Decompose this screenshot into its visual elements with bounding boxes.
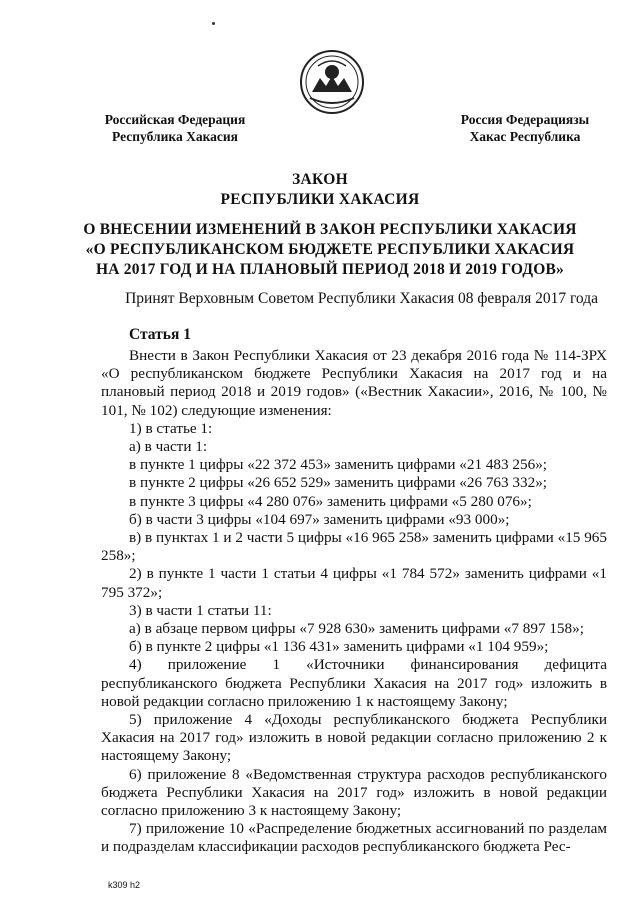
article-body: [101, 347, 607, 857]
paragraph: 2) в пункте 1 части 1 статьи 4 цифры «1 784 572» заменить цифрами «1 795 372»;: [101, 565, 607, 601]
paragraph: 7) приложение 10 «Распределение бюджетных ассигнований по разделам и подразделам классификации расходов республиканского бюджета Рес-: [101, 820, 607, 856]
paragraph: б) в пункте 2 цифры «1 136 431» заменить цифрами «1 104 959»;: [129, 638, 549, 656]
header-right-line1: Россия Федерациязы: [460, 112, 590, 127]
paragraph: 3) в части 1 статьи 11:: [129, 601, 272, 619]
paragraph: а) в абзаце первом цифры «7 928 630» заменить цифрами «7 897 158»;: [129, 620, 584, 638]
article-heading: Статья 1: [129, 326, 191, 343]
paragraph: 1) в статье 1:: [129, 419, 213, 437]
coat-of-arms-icon: [298, 48, 366, 116]
header-right: [460, 111, 590, 145]
footer-code: k309 h2: [108, 880, 141, 890]
paragraph: в пункте 2 цифры «26 652 529» заменить цифрами «26 763 332»;: [129, 474, 548, 492]
law-name: [60, 220, 600, 280]
paragraph: 6) приложение 8 «Ведомственная структура расходов республиканского бюджета Республики Хакасия на 2017 год» изложить в новой редакции согласно приложению 3 к настоящему Закону;: [101, 765, 607, 820]
paragraph: а) в части 1:: [129, 438, 208, 456]
header-left-line1: Российская Федерация: [104, 112, 246, 127]
law-subtitle-region: РЕСПУБЛИКИ ХАКАСИЯ: [220, 191, 420, 208]
header-right-line2: Хакас Республика: [469, 129, 581, 144]
paragraph: в пункте 3 цифры «4 280 076» заменить цифрами «5 280 076»;: [129, 492, 532, 510]
paragraph: 4) приложение 1 «Источники финансирования дефицита республиканского бюджета Республики Хакасия на 2017 год» изложить в новой редакции согласно приложению 1 к настоящему Закону;: [101, 656, 607, 710]
paragraph: б) в части 3 цифры «104 697» заменить цифрами «93 000»;: [129, 510, 510, 528]
scan-dot: [212, 22, 215, 25]
paragraph: Внести в Закон Республики Хакасия от 23 декабря 2016 года № 114-ЗРХ «О республиканском бюджете Республики Хакасия на 2017 год и на плановый период 2018 и 2019 годов» («Вестник Хакасии», 2016, № 100, № 101, № 102) следующие изменения:: [101, 347, 607, 419]
paragraph: в) в пунктах 1 и 2 части 5 цифры «16 965 258» заменить цифрами «15 965 258»;: [101, 529, 607, 565]
law-name-line1: О ВНЕСЕНИИ ИЗМЕНЕНИЙ В ЗАКОН РЕСПУБЛИКИ ХАКАСИЯ: [83, 221, 577, 238]
header-left-line2: Республика Хакасия: [112, 129, 238, 144]
header-left: [100, 111, 250, 145]
adoption-note: Принят Верховным Советом Республики Хакасия 08 февраля 2017 года: [125, 290, 598, 307]
law-name-line2: «О РЕСПУБЛИКАНСКОМ БЮДЖЕТЕ РЕСПУБЛИКИ ХАКАСИЯ: [85, 241, 575, 258]
paragraph: 5) приложение 4 «Доходы республиканского бюджета Республики Хакасия на 2017 год» изложить в новой редакции согласно приложению 2 к настоящему Закону;: [101, 711, 607, 765]
law-name-line3: НА 2017 ГОД И НА ПЛАНОВЫЙ ПЕРИОД 2018 И 2019 ГОДОВ»: [96, 261, 564, 278]
law-title: ЗАКОН: [292, 171, 348, 188]
paragraph: в пункте 1 цифры «22 372 453» заменить цифрами «21 483 256»;: [129, 456, 548, 474]
